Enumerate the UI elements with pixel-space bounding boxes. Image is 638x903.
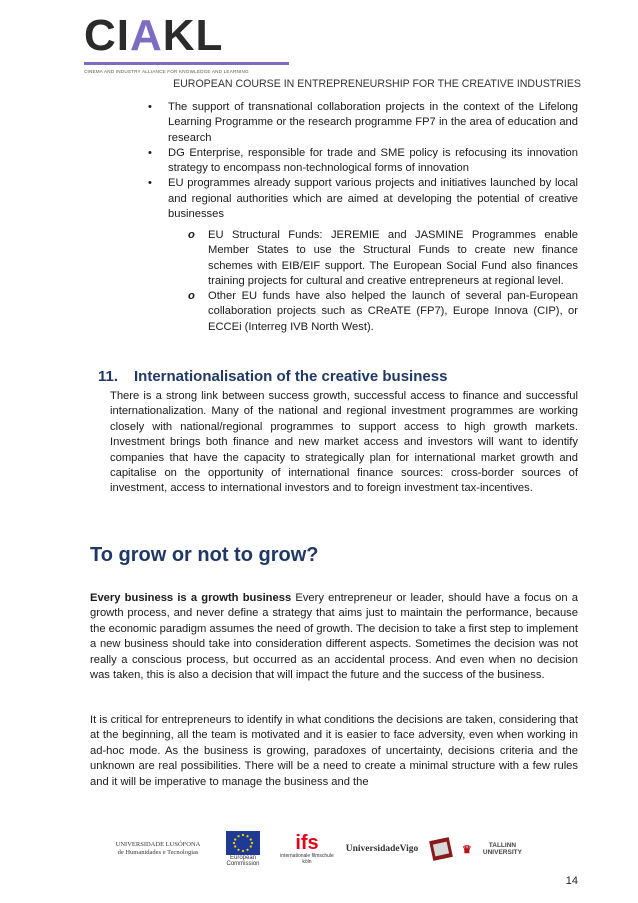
film-icon [428, 834, 454, 864]
film-reel-logo [426, 826, 456, 872]
list-item: o EU Structural Funds: JEREMIE and JASMINE Programmes enable Member States to use the Structural Funds to create new finance schemes with EIB/EIF support. The European Social Fund also finances training projects for cultural and creative entrepreneurs at regional level. [188, 229, 578, 287]
eu-flag-icon [226, 831, 260, 855]
lusofona-logo: UNIVERSIDADE LUSÓFONA de Humanidades e Tecnologias [115, 841, 201, 856]
partner-logos [112, 826, 530, 872]
european-commission-logo: European Commission [220, 826, 266, 872]
sub-bullet-list [188, 228, 578, 335]
bullet-list [148, 100, 578, 222]
logo-wordmark: CIAKL [84, 11, 224, 60]
ifs-logo: ifs internationale filmschule köln [280, 832, 334, 865]
list-item: • The support of transnational collaboration projects in the context of the Lifelong Learning Programme or the research programme FP7 in the area of education and research [148, 101, 578, 144]
vigo-logo: UniversidadeVigo [345, 844, 419, 854]
page-heading: To grow or not to grow? [90, 544, 319, 566]
ciakl-logo [84, 11, 324, 74]
page-number: 14 [565, 875, 578, 887]
logo-tagline: CINEMA AND INDUSTRY ALLIANCE FOR KNOWLEDGE AND LEARNING [84, 69, 249, 74]
crest-icon: ♛ [462, 843, 472, 856]
running-header: EUROPEAN COURSE IN ENTREPRENEURSHIP FOR THE CREATIVE INDUSTRIES [173, 78, 581, 90]
logo-underline [84, 62, 289, 65]
paragraph: Every business is a growth business Every entrepreneur or leader, should have a focus on a growth process, and never define a strategy that aims just to maintain the performance, because the economic paradigm assumes the need of growth. The decision to take a first step to implement a new business should take into consideration different aspects. Sometimes the decision was not really a conscious process, but occurred as an accidental process. And even when no decision was taken, this is also a decision that will impact the future and the success of the business. [90, 592, 578, 682]
tallinn-logo: ♛ TALLINN UNIVERSITY [462, 842, 522, 856]
section-heading: 11. Internationalisation of the creative business [98, 368, 448, 385]
paragraph: It is critical for entrepreneurs to identify in what conditions the decisions are taken, considering that at the beginning, all the team is motivated and it is easier to face adversity, even when working in ad-hoc mode. As the business is growing, paradoxes of uncertainty, decisions criteria and the unknown are real possibilities. There will be a need to create a minimal structure with a few rules and it will be imperative to manage the business and the [90, 714, 578, 788]
list-item: • EU programmes already support various projects and initiatives launched by local and regional authorities which are aimed at developing the potential of creative businesses [148, 177, 578, 221]
section-body: There is a strong link between success growth, successful access to finance and successful internationalization. Many of the national and regional investment programmes are working closely with national/regional programmes to support access to high growth markets. Investment brings both finance and new market access and investors will want to identify companies that have the capacity to strategically plan for international market growth and capitalise on the opportunity of international finance sources: cross-border sources of investment, access to international investors and to foreign investment tax-incentives. [110, 390, 578, 495]
list-item: o Other EU funds have also helped the launch of several pan-European collaboration projects such as CReATE (FP7), Europe Innova (CIP), or ECCEi (Interreg IVB North West). [188, 290, 578, 333]
list-item: • DG Enterprise, responsible for trade and SME policy is refocusing its innovation strategy to encompass non-technological forms of innovation [148, 146, 578, 175]
